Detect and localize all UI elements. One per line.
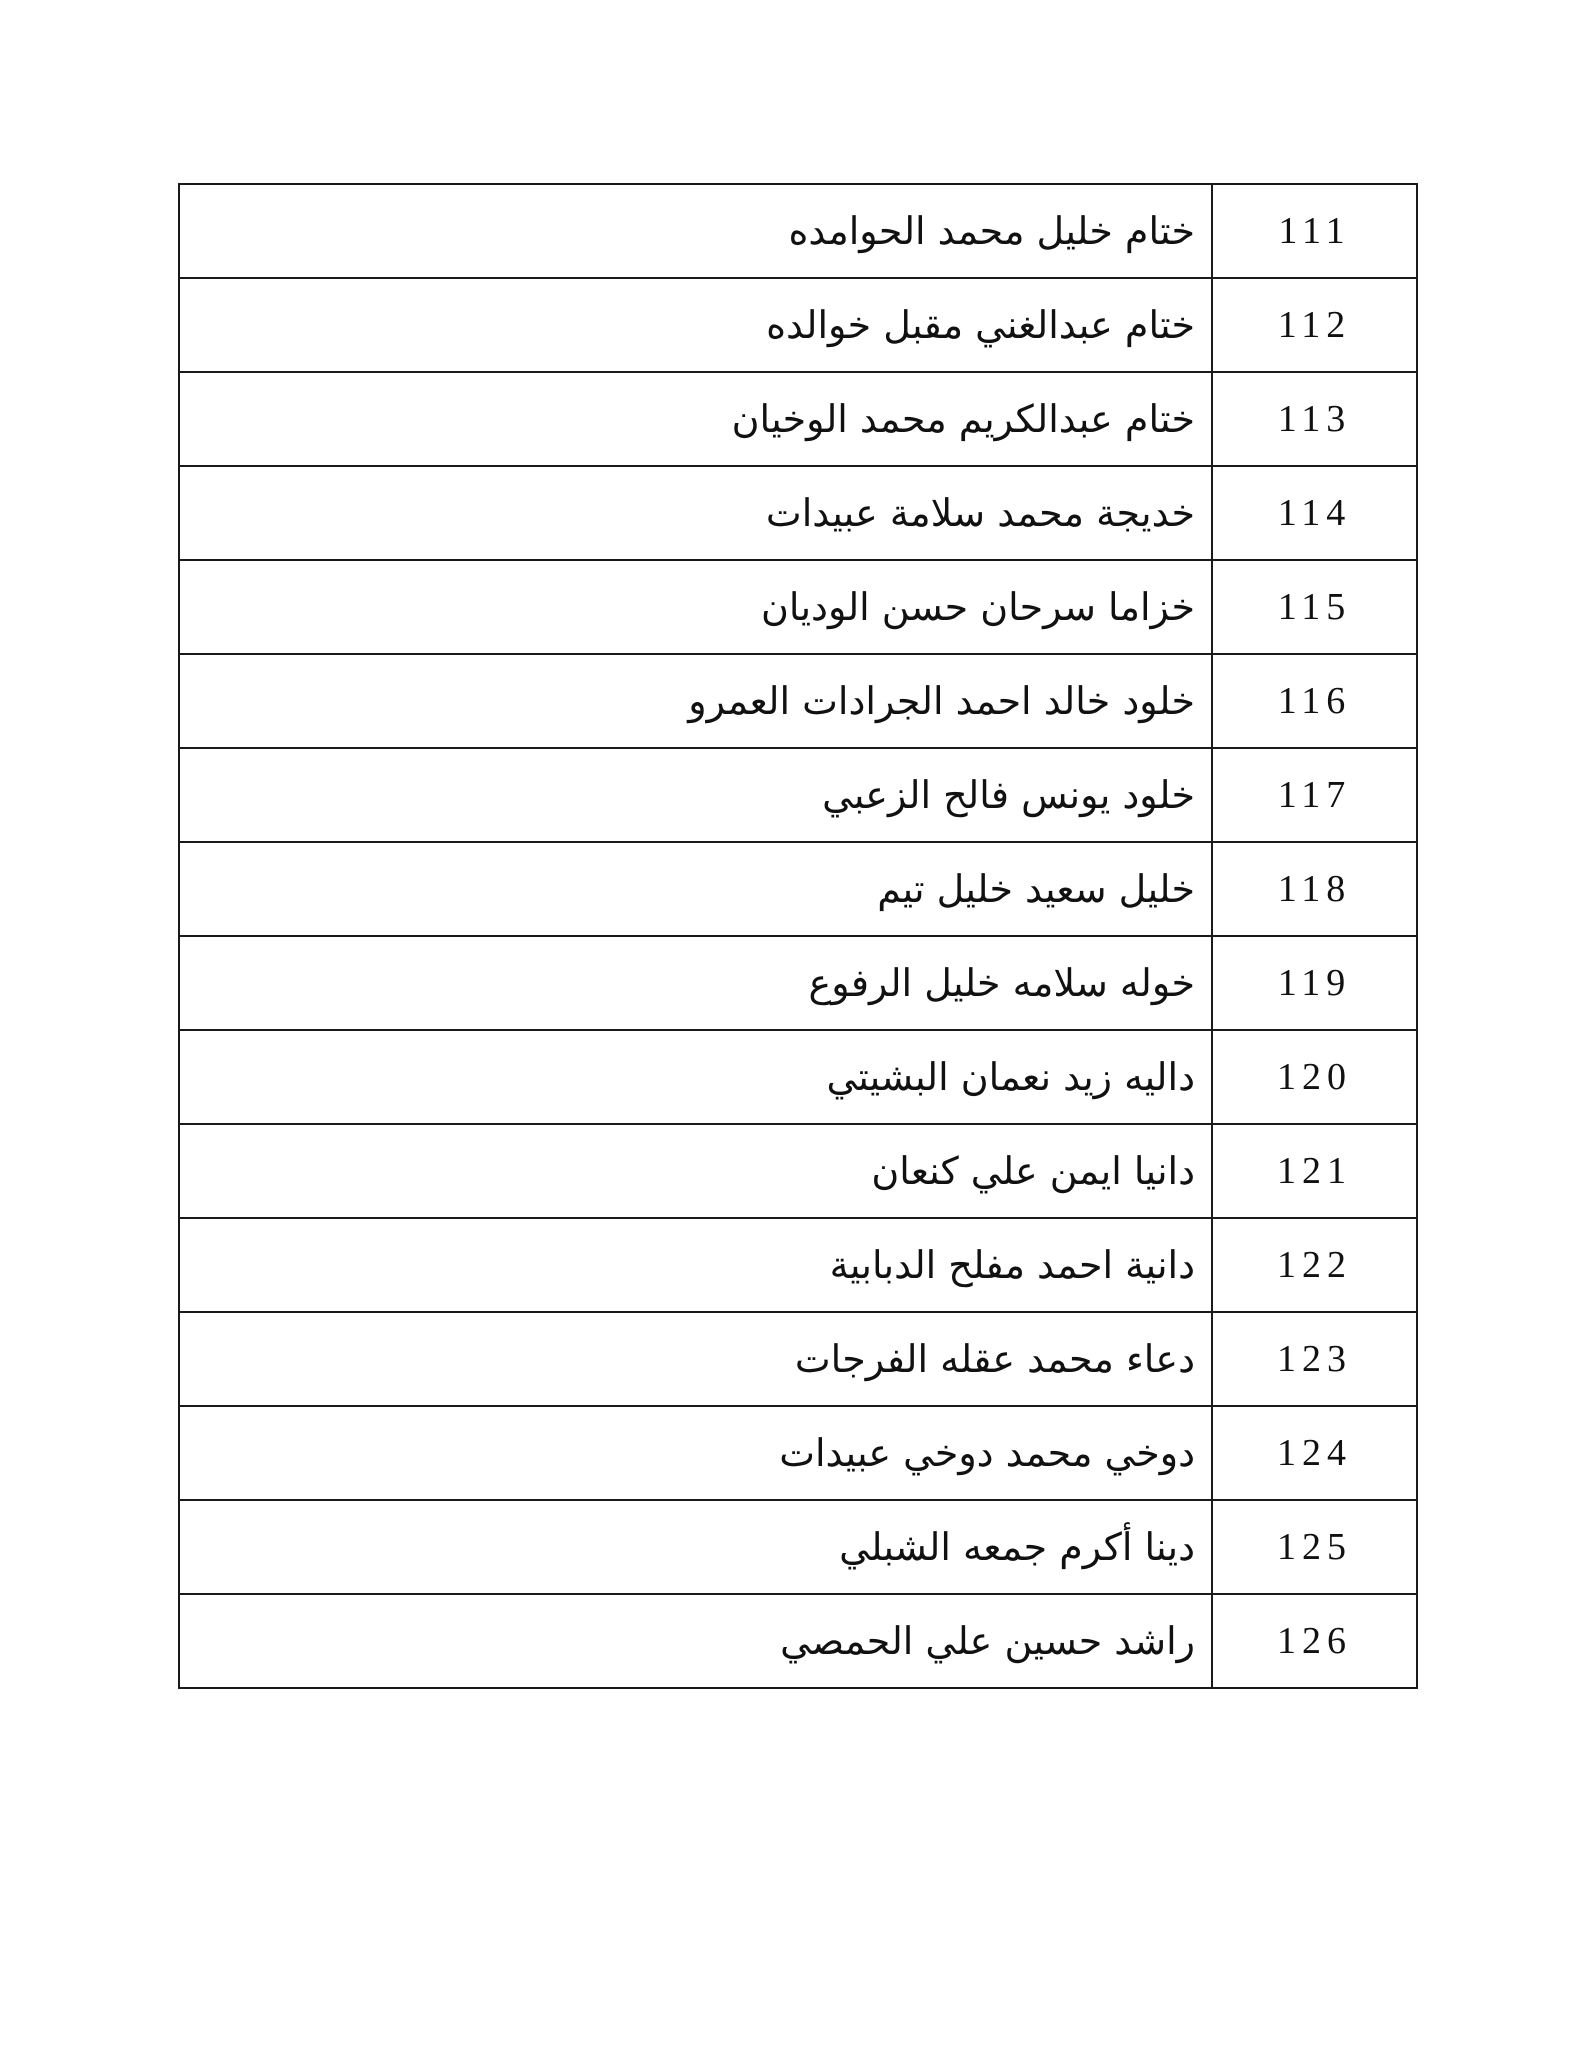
number-cell: 111 (1212, 184, 1417, 278)
table-row (179, 1030, 1417, 1124)
table-row (179, 1500, 1417, 1594)
name-cell: خزاما سرحان حسن الوديان (179, 560, 1212, 654)
number-cell: 123 (1212, 1312, 1417, 1406)
table-row (179, 466, 1417, 560)
number-cell: 122 (1212, 1218, 1417, 1312)
number-cell: 124 (1212, 1406, 1417, 1500)
table-row (179, 1406, 1417, 1500)
name-cell: دانيا ايمن علي كنعان (179, 1124, 1212, 1218)
number-cell: 112 (1212, 278, 1417, 372)
table-row (179, 1594, 1417, 1688)
table-row (179, 654, 1417, 748)
name-cell: خلود يونس فالح الزعبي (179, 748, 1212, 842)
name-cell: دينا أكرم جمعه الشبلي (179, 1500, 1212, 1594)
table-row (179, 842, 1417, 936)
name-cell: خليل سعيد خليل تيم (179, 842, 1212, 936)
name-cell: راشد حسين علي الحمصي (179, 1594, 1212, 1688)
number-cell: 117 (1212, 748, 1417, 842)
table-body (179, 184, 1417, 1688)
number-cell: 120 (1212, 1030, 1417, 1124)
table-row (179, 560, 1417, 654)
name-cell: دعاء محمد عقله الفرجات (179, 1312, 1212, 1406)
number-cell: 119 (1212, 936, 1417, 1030)
names-table (178, 183, 1418, 1689)
name-cell: خلود خالد احمد الجرادات العمرو (179, 654, 1212, 748)
name-cell: ختام خليل محمد الحوامده (179, 184, 1212, 278)
table-row (179, 936, 1417, 1030)
number-cell: 115 (1212, 560, 1417, 654)
name-cell: دانية احمد مفلح الدبابية (179, 1218, 1212, 1312)
number-cell: 116 (1212, 654, 1417, 748)
name-cell: داليه زيد نعمان البشيتي (179, 1030, 1212, 1124)
table-row (179, 184, 1417, 278)
number-cell: 121 (1212, 1124, 1417, 1218)
name-cell: ختام عبدالغني مقبل خوالده (179, 278, 1212, 372)
number-cell: 126 (1212, 1594, 1417, 1688)
name-cell: ختام عبدالكريم محمد الوخيان (179, 372, 1212, 466)
number-cell: 114 (1212, 466, 1417, 560)
number-cell: 125 (1212, 1500, 1417, 1594)
number-cell: 113 (1212, 372, 1417, 466)
table-row (179, 748, 1417, 842)
name-cell: دوخي محمد دوخي عبيدات (179, 1406, 1212, 1500)
table-row (179, 1124, 1417, 1218)
table-row (179, 278, 1417, 372)
number-cell: 118 (1212, 842, 1417, 936)
table-row (179, 372, 1417, 466)
name-cell: خوله سلامه خليل الرفوع (179, 936, 1212, 1030)
table-row (179, 1218, 1417, 1312)
table-row (179, 1312, 1417, 1406)
name-cell: خديجة محمد سلامة عبيدات (179, 466, 1212, 560)
